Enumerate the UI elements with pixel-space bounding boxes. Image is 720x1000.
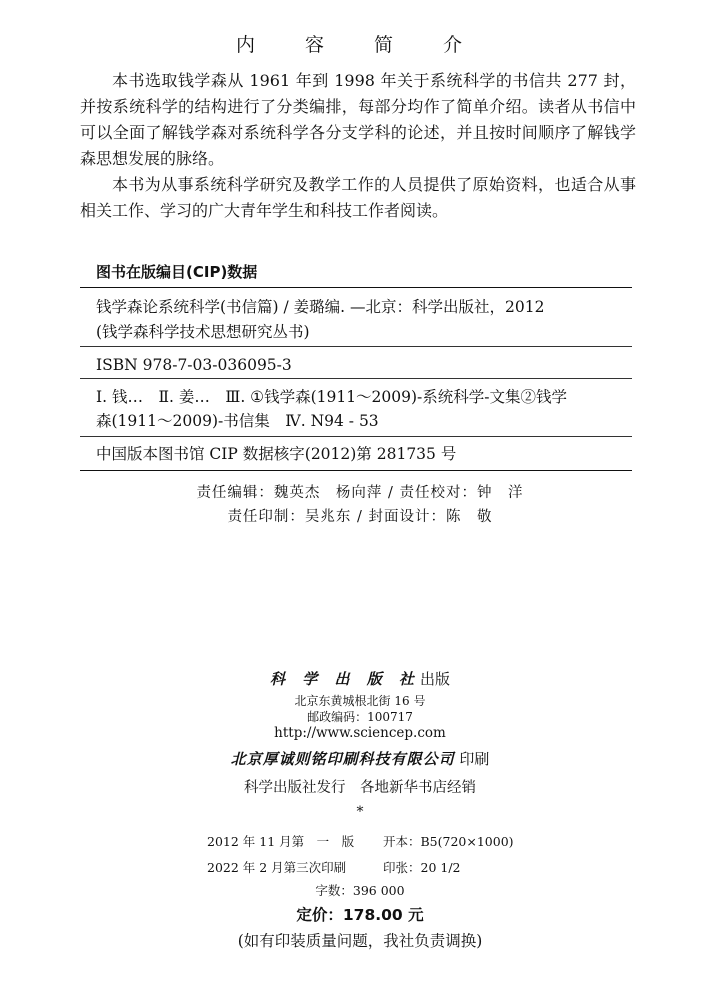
intro-paragraph-1: 本书选取钱学森从 1961 年到 1998 年关于系统科学的书信共 277 封，并按系统科学的结构进行了分类编排，每部分均作了简单介绍。读者从书信中可以全面了解钱学森对系统科学各分支学科的论述，并且按时间顺序了解钱学森思想发展的脉络。 [80, 71, 636, 168]
credits-line-2: 责任印制：吴兆东 / 封面设计：陈 敬 [227, 509, 493, 525]
cip-rule-2 [80, 378, 632, 379]
publisher-line [0, 668, 720, 689]
cip-subjects-line-2: 森(1911～2009)-书信集 Ⅳ. N94 - 53 [96, 412, 379, 430]
edition: 2012 年 11 月第 一 版 [207, 834, 355, 849]
page-title: 内 容 简 介 [235, 34, 485, 56]
cip-title-line: 钱学森论系统科学(书信篇) / 姜璐编. —北京：科学出版社，2012 [96, 298, 545, 316]
price: 定价：178.00 元 [296, 906, 424, 924]
cip-heading: 图书在版编目(CIP)数据 [96, 263, 258, 281]
word-count: 字数：396 000 [315, 883, 405, 898]
cip-top-rule [80, 287, 632, 288]
publisher-postcode: 邮政编码：100717 [307, 710, 413, 724]
cip-data-number: 中国版本图书馆 CIP 数据核字(2012)第 281735 号 [96, 445, 457, 463]
separator-star: * [356, 804, 364, 820]
printer-suffix: 印刷 [459, 750, 490, 768]
printer-line [0, 748, 720, 769]
publisher-suffix: 出版 [419, 670, 450, 688]
publisher-name: 科 学 出 版 社 [270, 670, 420, 688]
print-sheets: 印张：20 1/2 [383, 860, 461, 875]
publisher-url: http://www.sciencep.com [274, 725, 446, 741]
cip-isbn: ISBN 978-7-03-036095-3 [96, 356, 292, 374]
cip-rule-3 [80, 436, 632, 437]
cip-bottom-rule [80, 470, 632, 471]
cip-series-line: (钱学森科学技术思想研究丛书) [96, 323, 310, 341]
cip-subjects-line-1: Ⅰ. 钱… Ⅱ. 姜… Ⅲ. ①钱学森(1911～2009)-系统科学-文集②钱学 [96, 388, 568, 406]
credits-line-1: 责任编辑：魏英杰 杨向萍 / 责任校对：钟 洋 [196, 485, 524, 501]
intro-text [80, 68, 636, 224]
printing: 2022 年 2 月第三次印刷 [207, 860, 347, 875]
publisher-address: 北京东黄城根北街 16 号 [294, 694, 426, 708]
quality-notice: (如有印装质量问题，我社负责调换) [237, 932, 483, 950]
printer-name: 北京厚诚则铭印刷科技有限公司 [230, 750, 455, 768]
distribution: 科学出版社发行 各地新华书店经销 [244, 780, 476, 796]
intro-paragraph-2: 本书为从事系统科学研究及教学工作的人员提供了原始资料，也适合从事相关工作、学习的广大青年学生和科技工作者阅读。 [80, 175, 636, 220]
book-format: 开本：B5(720×1000) [383, 834, 514, 849]
cip-rule-1 [80, 346, 632, 347]
